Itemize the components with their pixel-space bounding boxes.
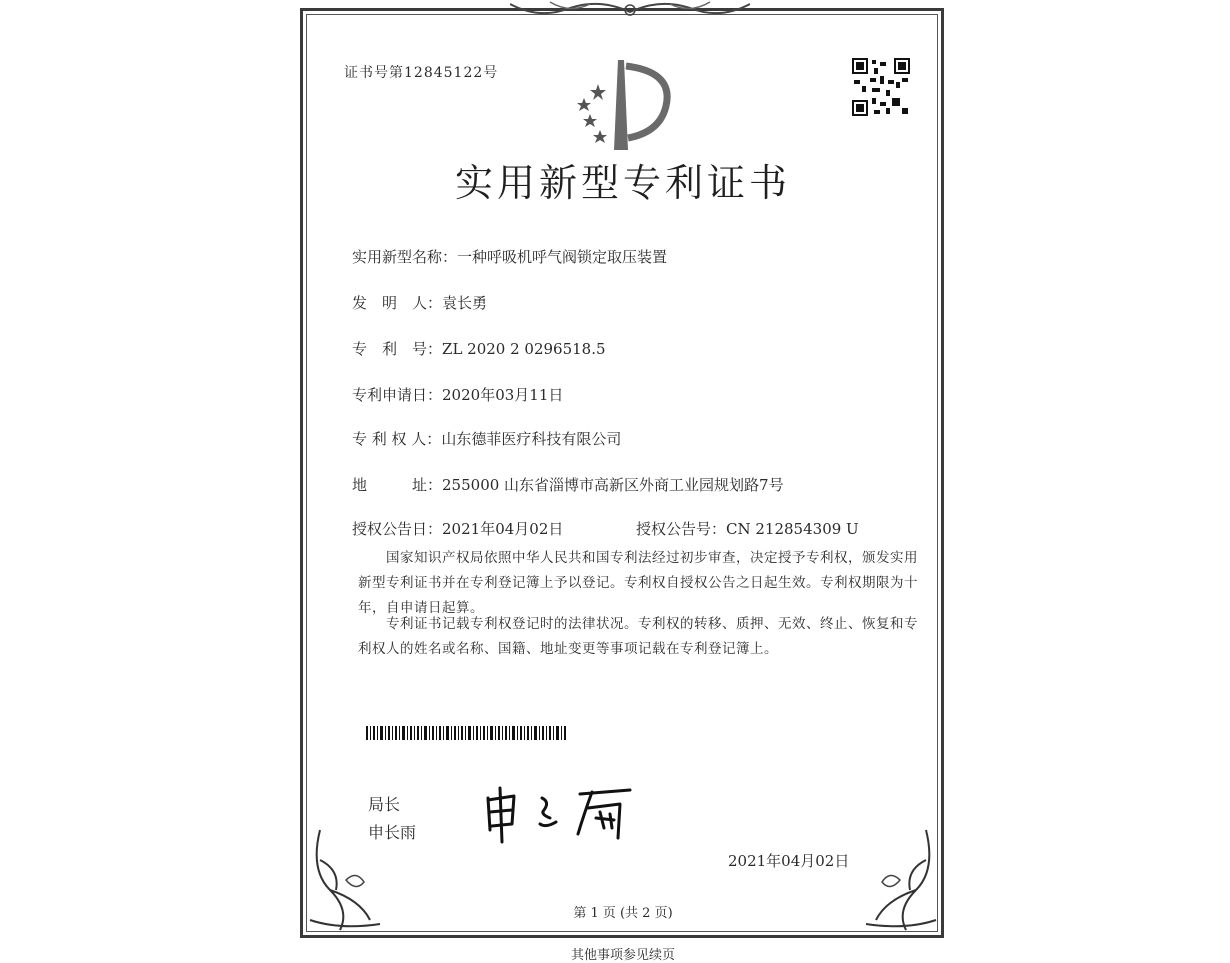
legal-status-statement: 专利证书记载专利权登记时的法律状况。专利权的转移、质押、无效、终止、恢复和专利权人的姓名或名称、国籍、地址变更等事项记载在专利登记簿上。 <box>358 616 918 657</box>
utility-model-name <box>352 246 667 267</box>
certificate-number: 证书号第12845122号 <box>344 65 499 81</box>
field-value: 一种呼吸机呼气阀锁定取压装置 <box>457 248 668 266</box>
inventor <box>352 292 487 313</box>
emblem-icon <box>562 58 682 154</box>
patent-number <box>352 338 606 359</box>
field-label: 实用新型名称： <box>352 248 458 266</box>
qr-code-icon <box>852 58 910 116</box>
page-number: 第 1 页 (共 2 页) <box>573 906 673 921</box>
signature-icon <box>480 784 650 844</box>
field-label: 专 利 号： <box>352 340 443 358</box>
filing-date <box>352 384 563 405</box>
director-title: 局长 <box>368 795 401 814</box>
address <box>352 474 784 495</box>
field-value: CN 212854309 U <box>726 520 859 538</box>
continued-note: 其他事项参见续页 <box>570 948 675 963</box>
grant-statement: 国家知识产权局依照中华人民共和国专利法经过初步审查，决定授予专利权，颁发实用新型专利证书并在专利登记簿上予以登记。专利权自授权公告之日起生效。专利权期限为十年，自申请日起算。 <box>358 550 918 616</box>
top-ornament-icon <box>510 0 750 22</box>
barcode-icon <box>366 726 566 740</box>
field-label: 专 利 权 人： <box>352 430 442 448</box>
grant-date <box>352 518 563 539</box>
field-value: 2021年04月02日 <box>442 520 564 538</box>
field-label: 授权公告号： <box>636 520 727 538</box>
field-label: 发 明 人： <box>352 294 443 312</box>
field-value: 255000 山东省淄博市高新区外商工业园规划路7号 <box>442 476 784 494</box>
field-value: 2020年03月11日 <box>442 386 564 404</box>
field-value: 袁长勇 <box>442 294 488 312</box>
field-label: 地 址： <box>352 476 443 494</box>
patentee <box>352 428 621 449</box>
field-value: 山东德菲医疗科技有限公司 <box>441 430 622 448</box>
bottom-right-ornament-icon <box>846 820 946 940</box>
director-name: 申长雨 <box>368 823 417 842</box>
certificate-title: 实用新型专利证书 <box>454 161 791 205</box>
field-label: 专利申请日： <box>352 386 443 404</box>
field-label: 授权公告日： <box>352 520 443 538</box>
signing-date: 2021年04月02日 <box>728 852 850 870</box>
field-value: ZL 2020 2 0296518.5 <box>442 340 606 358</box>
grant-number <box>636 518 859 539</box>
